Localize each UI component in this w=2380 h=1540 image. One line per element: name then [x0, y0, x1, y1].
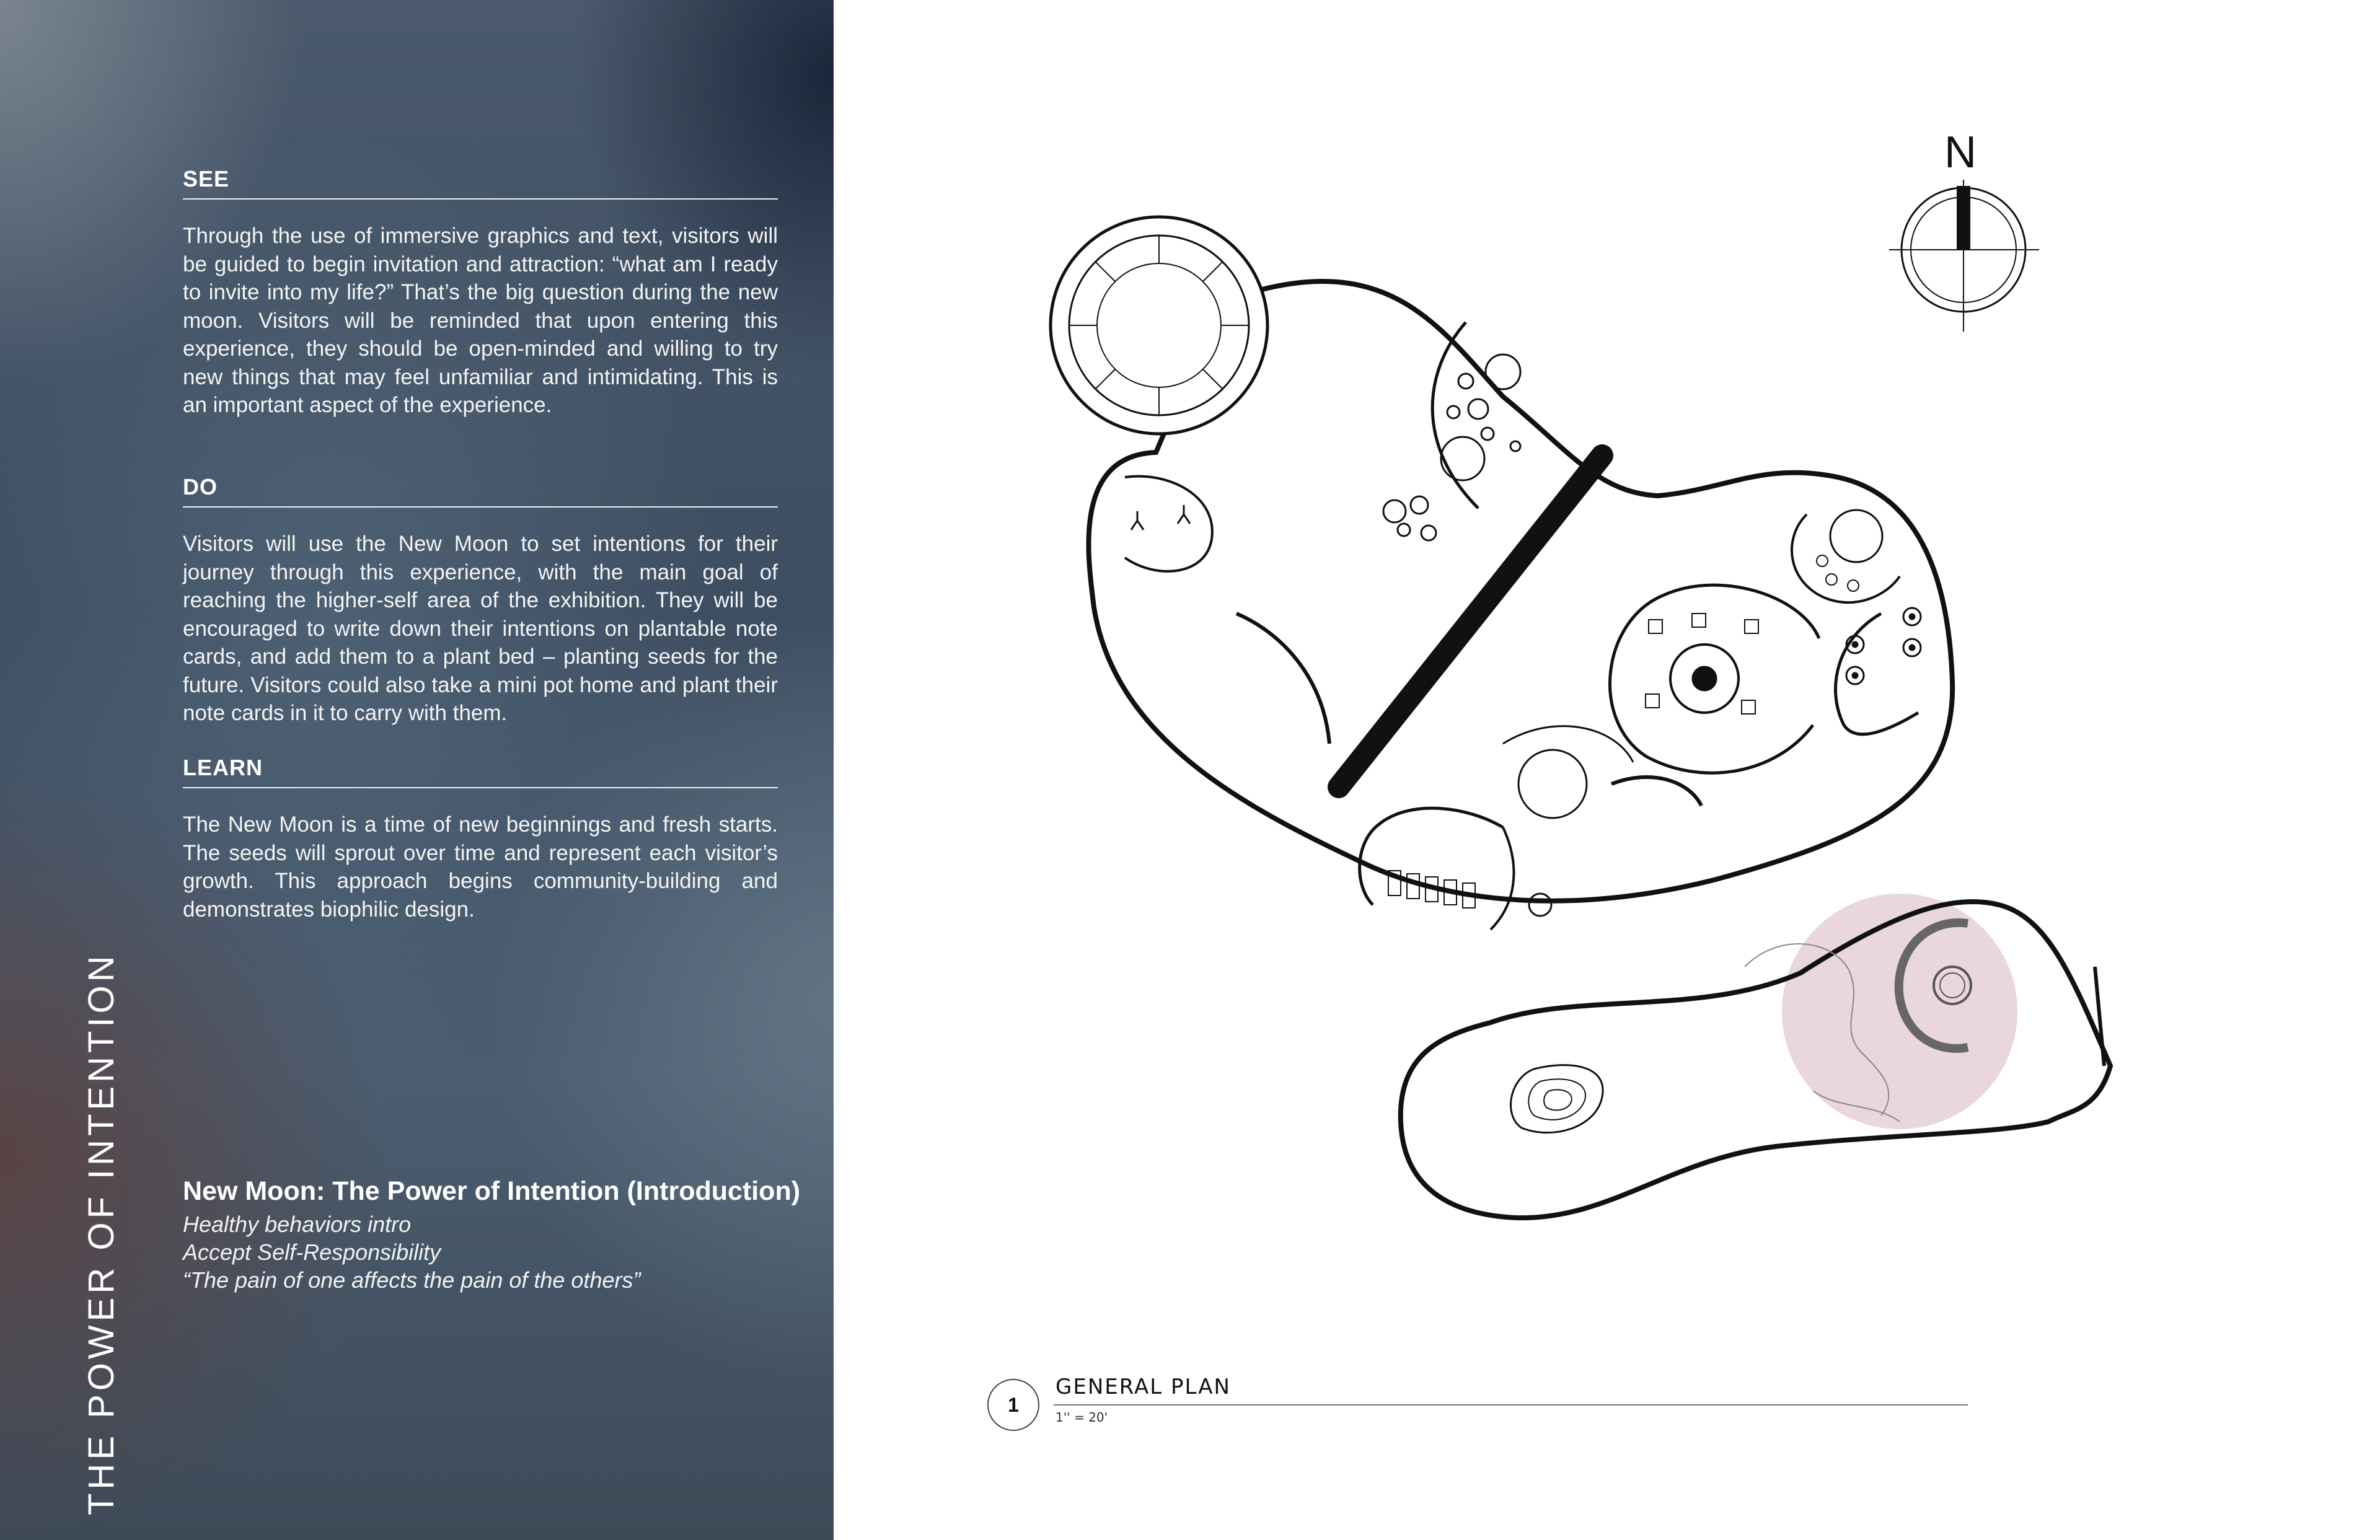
do-heading: DO [183, 474, 778, 508]
north-label: N [1944, 128, 1977, 177]
left-alcove [1125, 476, 1212, 571]
north-arrow-icon [1889, 180, 2039, 332]
upper-right-alcove [1792, 510, 1900, 602]
learn-text: The New Moon is a time of new beginnings and fresh starts. The seeds will sprout over time and represent each visitor’s growth. This approach begins community-building and demonstrates biophilic design. [183, 812, 778, 922]
floor-plan-drawing [834, 0, 2380, 1540]
intro-line-3: “The pain of one affects the pain of the others” [183, 1267, 641, 1293]
caption-divider [1054, 1404, 1968, 1406]
drawing-number: 1 [987, 1379, 1039, 1431]
info-panel [0, 0, 834, 1540]
drawing-scale: 1'' = 20' [1056, 1410, 1108, 1425]
intro-line-1: Healthy behaviors intro [183, 1212, 412, 1237]
do-text: Visitors will use the New Moon to set intentions for their journey through this experience, with the main goal of reaching the higher-self area of the exhibition. They will be encouraged to write down their intentions on plantable note cards, and add them to a plant bed – planting seeds for the future. Visitors could also take a mini pot home and plant their note cards in it to carry with them. [183, 532, 778, 725]
alcove-seats [1131, 505, 1190, 530]
curved-wall-left [1236, 614, 1329, 744]
plan-area [834, 0, 2380, 1540]
right-pod-room [1836, 608, 1921, 734]
lower-center-room [1360, 726, 1701, 930]
see-heading: SEE [183, 166, 778, 200]
learn-heading: LEARN [183, 755, 778, 788]
drawing-title: GENERAL PLAN [1056, 1375, 1231, 1399]
vertical-title: THE POWER OF INTENTION [81, 952, 121, 1515]
intro-line-2: Accept Self-Responsibility [183, 1239, 441, 1265]
feature-wall [1339, 455, 1602, 787]
central-circular-room [1610, 585, 1819, 773]
see-text: Through the use of immersive graphics and text, visitors will be guided to begin invitation and attraction: “what am I ready to invite into my life?” That’s the big question during the new moon. Visitors will be reminded that upon entering this experience, they should be open-minded and willing to try new things that may feel unfamiliar and intimidating. This is an important aspect of the experience. [183, 224, 778, 417]
seating-cluster-top [1383, 322, 1520, 540]
intro-title: New Moon: The Power of Intention (Introduction) [183, 1176, 801, 1206]
